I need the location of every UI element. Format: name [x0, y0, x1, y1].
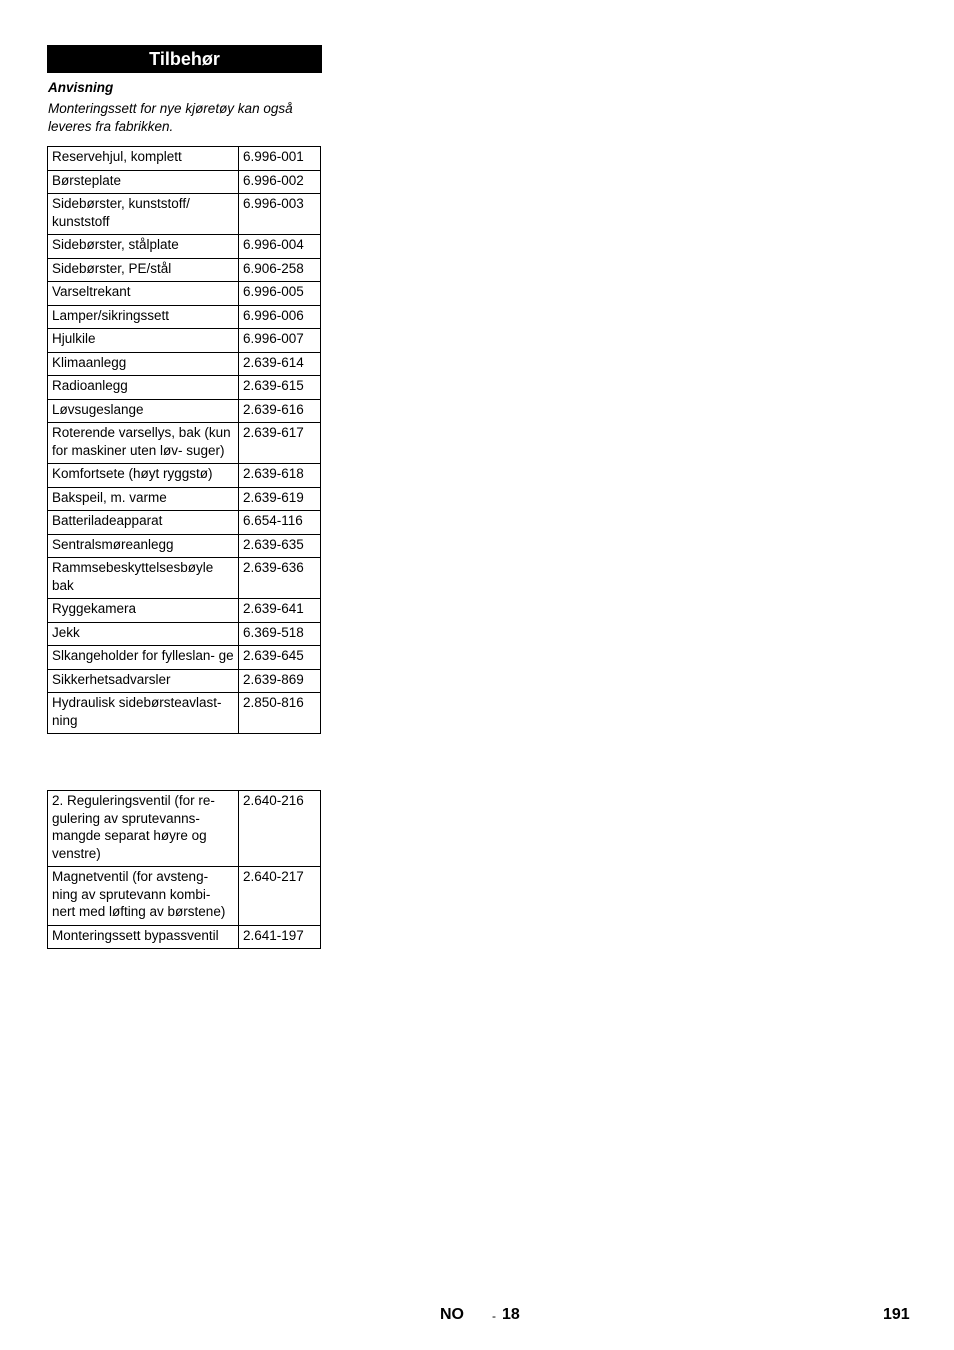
item-number: 2.639-641	[239, 599, 321, 623]
item-name: Komfortsete (høyt ryggstø)	[48, 464, 239, 488]
item-name: Monteringssett bypassventil	[48, 925, 239, 949]
item-number: 6.996-006	[239, 305, 321, 329]
section-title: Tilbehør	[47, 45, 322, 73]
table-row	[48, 194, 321, 235]
footer-language: NO	[440, 1306, 464, 1323]
accessories-table	[47, 146, 321, 734]
item-number: 2.639-617	[239, 423, 321, 464]
item-name: Børsteplate	[48, 170, 239, 194]
item-number: 2.639-615	[239, 376, 321, 400]
item-number: 2.639-636	[239, 558, 321, 599]
table-row	[48, 305, 321, 329]
table-row	[48, 282, 321, 306]
item-name: Varseltrekant	[48, 282, 239, 306]
item-name: Rammsebeskyttelsesbøyle bak	[48, 558, 239, 599]
item-number: 6.369-518	[239, 622, 321, 646]
item-name: Roterende varsellys, bak (kun for maskiner uten løv- suger)	[48, 423, 239, 464]
item-number: 6.906-258	[239, 258, 321, 282]
item-name: Radioanlegg	[48, 376, 239, 400]
table-row	[48, 258, 321, 282]
table-row	[48, 464, 321, 488]
valves-table-body	[48, 791, 321, 949]
note-title: Anvisning	[48, 80, 114, 95]
item-number: 2.639-645	[239, 646, 321, 670]
item-number: 2.639-869	[239, 669, 321, 693]
item-name: Magnetventil (for avsteng- ning av sprutevann kombi- nert med løfting av børstene)	[48, 867, 239, 926]
item-number: 2.639-614	[239, 352, 321, 376]
item-number: 6.654-116	[239, 511, 321, 535]
item-name: Hjulkile	[48, 329, 239, 353]
item-name: Sentralsmøreanlegg	[48, 534, 239, 558]
table-row	[48, 147, 321, 171]
item-name: Sidebørster, stålplate	[48, 235, 239, 259]
item-name: Bakspeil, m. varme	[48, 487, 239, 511]
table-row	[48, 170, 321, 194]
item-number: 6.996-004	[239, 235, 321, 259]
item-number: 2.641-197	[239, 925, 321, 949]
item-number: 6.996-001	[239, 147, 321, 171]
item-name: Ryggekamera	[48, 599, 239, 623]
item-number: 2.639-619	[239, 487, 321, 511]
item-number: 6.996-005	[239, 282, 321, 306]
item-name: Reservehjul, komplett	[48, 147, 239, 171]
item-name: Sidebørster, kunststoff/ kunststoff	[48, 194, 239, 235]
item-number: 2.639-618	[239, 464, 321, 488]
item-number: 2.639-616	[239, 399, 321, 423]
table-row	[48, 791, 321, 867]
table-row	[48, 487, 321, 511]
footer-dash: -	[492, 1309, 496, 1323]
item-number: 6.996-007	[239, 329, 321, 353]
table-row	[48, 534, 321, 558]
table-row	[48, 329, 321, 353]
note-text: Monteringssett for nye kjøretøy kan også leveres fra fabrikken.	[48, 101, 293, 134]
item-name: Klimaanlegg	[48, 352, 239, 376]
item-number: 6.996-002	[239, 170, 321, 194]
item-name: Sikkerhetsadvarsler	[48, 669, 239, 693]
table-row	[48, 235, 321, 259]
footer-page-number: 191	[883, 1306, 910, 1323]
footer-section-page: 18	[502, 1306, 520, 1323]
table-row	[48, 376, 321, 400]
item-number: 2.639-635	[239, 534, 321, 558]
table-row	[48, 693, 321, 734]
table-row	[48, 399, 321, 423]
item-name: Løvsugeslange	[48, 399, 239, 423]
table-row	[48, 558, 321, 599]
item-number: 2.640-216	[239, 791, 321, 867]
table-row	[48, 669, 321, 693]
table-row	[48, 646, 321, 670]
item-number: 6.996-003	[239, 194, 321, 235]
table-row	[48, 925, 321, 949]
item-name: Hydraulisk sidebørsteavlast- ning	[48, 693, 239, 734]
table-row	[48, 352, 321, 376]
item-name: Jekk	[48, 622, 239, 646]
item-name: Batteriladeapparat	[48, 511, 239, 535]
valves-table	[47, 790, 321, 949]
table-row	[48, 511, 321, 535]
table-row	[48, 867, 321, 926]
item-number: 2.640-217	[239, 867, 321, 926]
table-row	[48, 622, 321, 646]
item-name: 2. Reguleringsventil (for re- gulering av sprutevanns- mangde separat høyre og venstre)	[48, 791, 239, 867]
table-row	[48, 423, 321, 464]
item-number: 2.850-816	[239, 693, 321, 734]
item-name: Lamper/sikringssett	[48, 305, 239, 329]
item-name: Slkangeholder for fylleslan- ge	[48, 646, 239, 670]
item-name: Sidebørster, PE/stål	[48, 258, 239, 282]
accessories-table-body	[48, 147, 321, 734]
table-row	[48, 599, 321, 623]
